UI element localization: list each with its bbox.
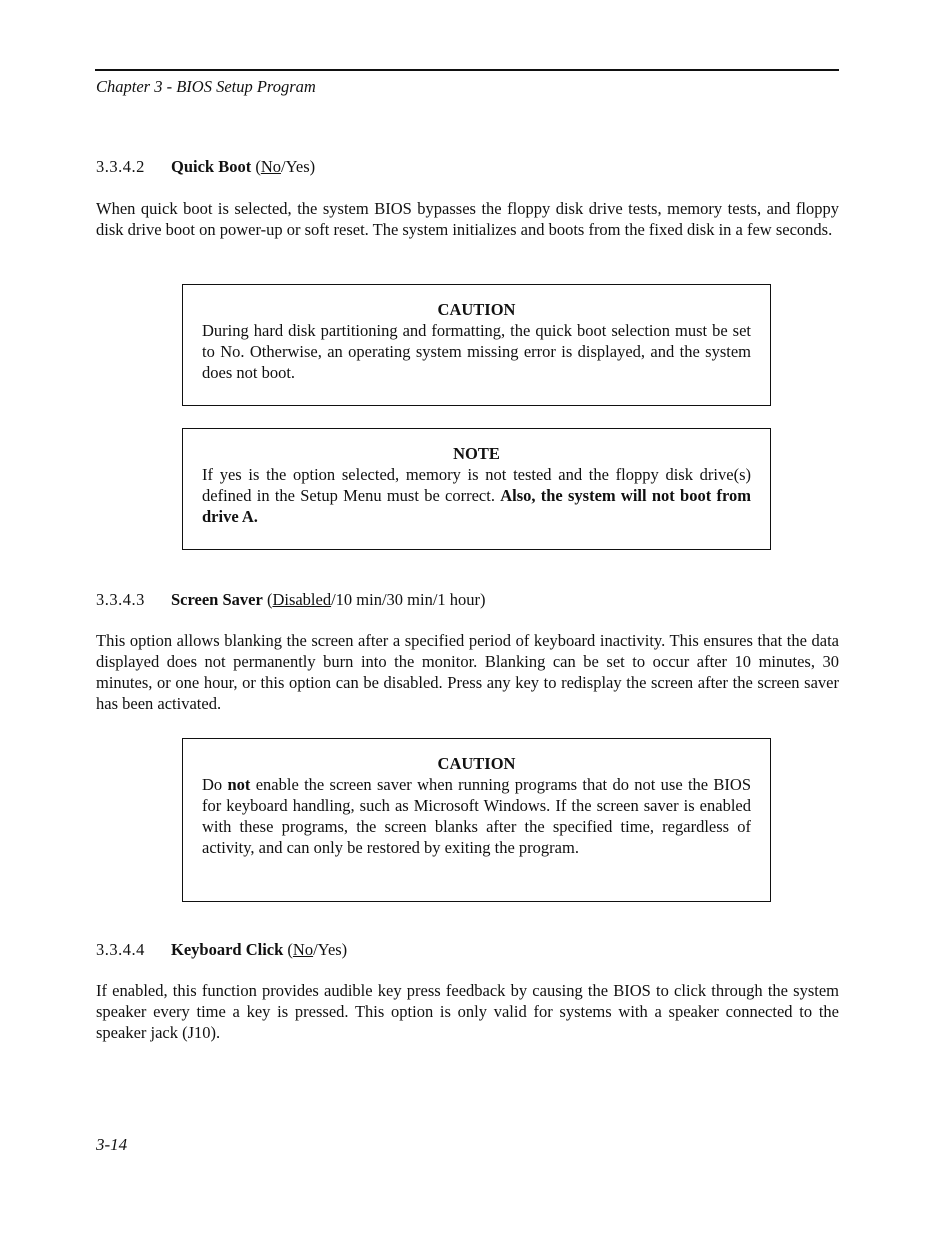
section-number: 3.3.4.2 (96, 157, 145, 176)
chapter-header: Chapter 3 - BIOS Setup Program (96, 77, 316, 96)
other-options: /Yes) (281, 157, 316, 176)
note-body-text: If yes is the option selected, memory is not tested and the floppy disk drive(s) defined in the Setup Menu must be correct. (202, 465, 751, 505)
caution-box-quick-boot (182, 284, 771, 406)
caution-body: During hard disk partitioning and formatting, the quick boot selection must be set to No. Otherwise, an operating system missing error is displayed, and the system does not boot. (202, 321, 751, 382)
header-rule (95, 69, 839, 71)
section-heading-screen-saver: 3.3.4.3 Screen Saver (Disabled/10 min/30 min/1 hour) (96, 590, 486, 609)
caution-body (202, 774, 751, 858)
note-box (182, 428, 771, 550)
caution-body-bold: not (227, 775, 251, 794)
section-number: 3.3.4.4 (96, 940, 145, 959)
other-options: /10 min/30 min/1 hour) (331, 590, 486, 609)
note-body-bold: Also, the system will not boot from drive A. (202, 486, 751, 526)
caution-body-post: enable the screen saver when running programs that do not use the BIOS for keyboard handling, such as Microsoft Windows. If the screen saver is enabled with these programs, the screen blanks after the specified time, regardless of activity, and can only be restored by exiting the program. (202, 775, 752, 857)
quick-boot-paragraph: When quick boot is selected, the system BIOS bypasses the floppy disk drive tests, memory tests, and floppy disk drive boot on power-up or soft reset. The system initializes and boots from the fixed disk in a few seconds. (96, 199, 839, 239)
caution-title: CAUTION (437, 300, 516, 319)
note-body (202, 464, 751, 527)
note-title: NOTE (453, 444, 500, 463)
section-heading-keyboard-click: 3.3.4.4 Keyboard Click (No/Yes) (96, 940, 348, 959)
section-name: Keyboard Click (171, 940, 284, 959)
other-options: /Yes) (313, 940, 348, 959)
caution-title: CAUTION (437, 754, 516, 773)
default-option: No (260, 157, 282, 176)
caution-box-screen-saver (182, 738, 771, 902)
section-heading-quick-boot: 3.3.4.2 Quick Boot (No/Yes) (96, 157, 316, 176)
section-number: 3.3.4.3 (96, 590, 145, 609)
section-name: Quick Boot (171, 157, 252, 176)
keyboard-click-paragraph: If enabled, this function provides audible key press feedback by causing the BIOS to click through the system speaker every time a key is pressed. This option is only valid for systems with a speaker connected to the speaker jack (J10). (96, 981, 839, 1042)
screen-saver-paragraph: This option allows blanking the screen after a specified period of keyboard inactivity. This ensures that the data displayed does not permanently burn into the monitor. Blanking can be set to occur after 10 minutes, 30 minutes, or one hour, or this option can be disabled. Press any key to redisplay the screen after the screen saver has been activated. (96, 631, 839, 713)
page-number: 3-14 (96, 1135, 128, 1154)
default-option: Disabled (272, 590, 332, 609)
default-option: No (292, 940, 314, 959)
section-name: Screen Saver (171, 590, 263, 609)
caution-body-pre: Do (202, 775, 228, 794)
